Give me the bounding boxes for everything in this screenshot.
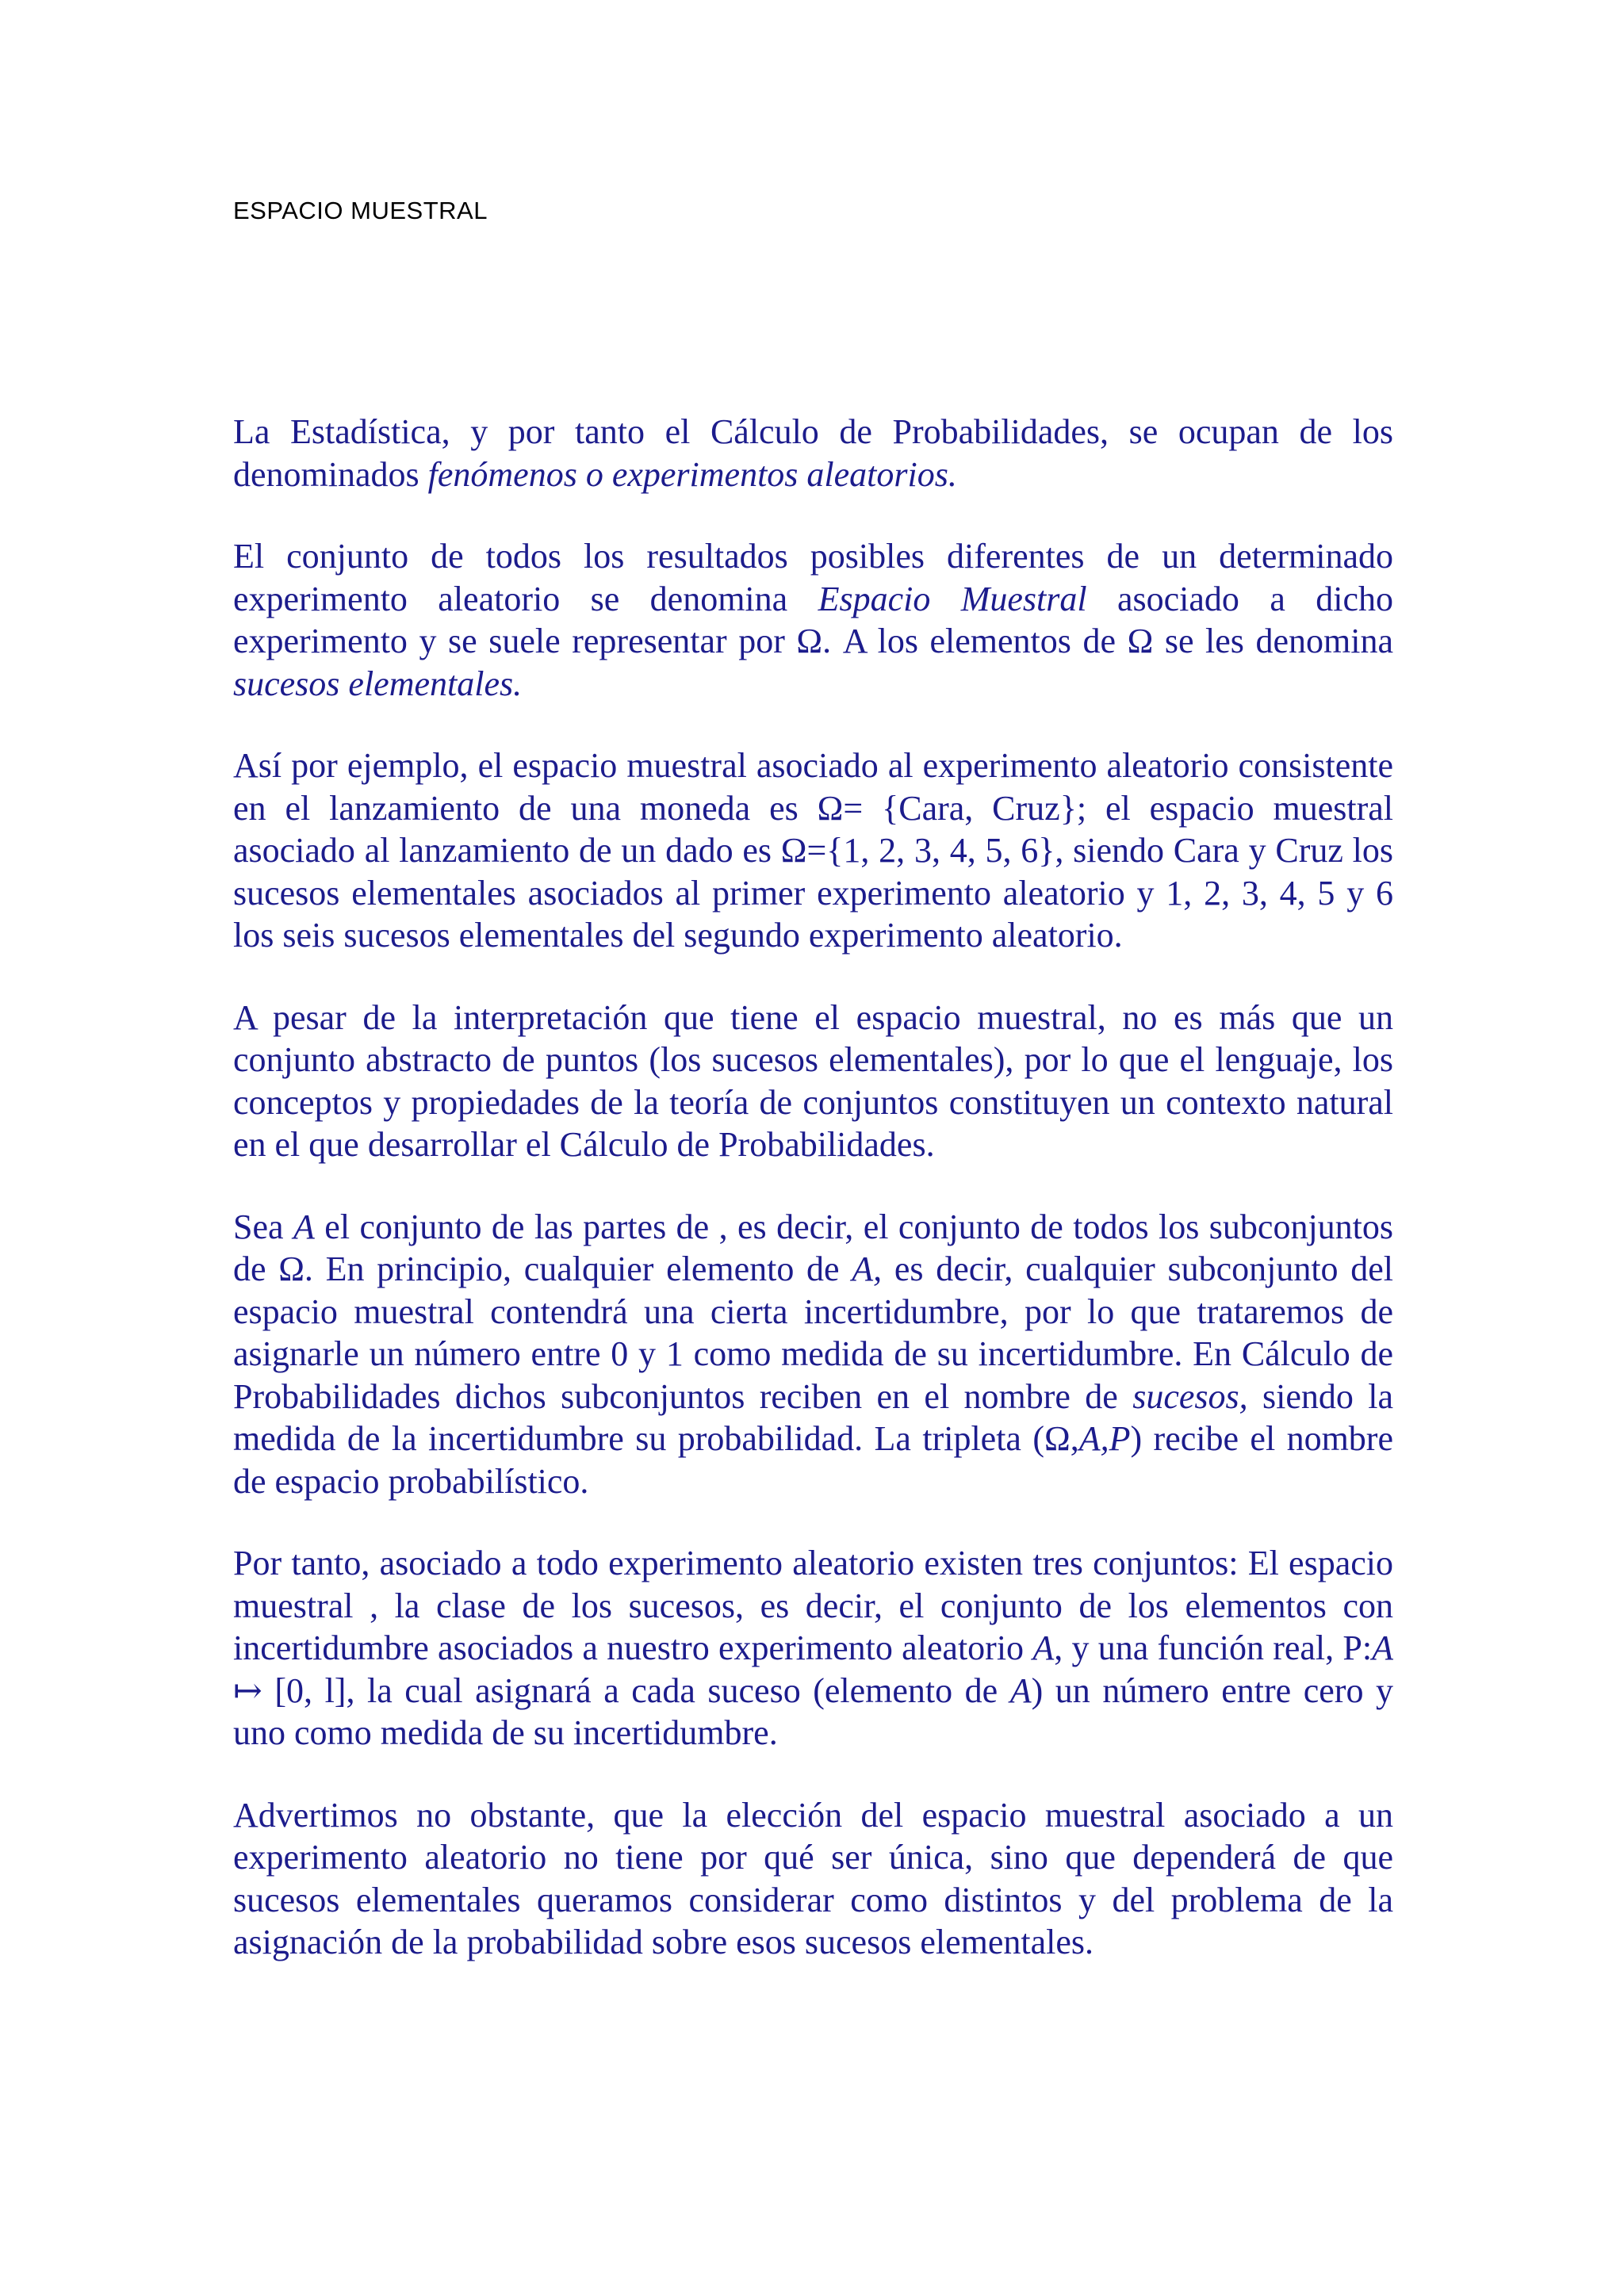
paragraph-4-text: A pesar de la interpretación que tiene el espacio muestral, no es más que un conjunto abstracto de puntos (los sucesos elementales), por lo que el lenguaje, los conceptos y propiedades de la teoría de conjuntos constituyen un contexto natural en el que desarrollar el Cálculo de Probabilidades. xyxy=(233,997,1393,1164)
paragraph-2-text-a: El conjunto de todos los resultados posibles diferentes de un determinado experimento aleatorio se denomina xyxy=(233,537,1393,618)
paragraph-7-text: Advertimos no obstante, que la elección del espacio muestral asociado a un experimento aleatorio no tiene por qué ser única, sino que dependerá de que sucesos elementales queramos considerar como distintos y del problema de la asignación de la probabilidad sobre esos sucesos elementales. xyxy=(233,1795,1393,1961)
document-body xyxy=(233,411,1393,1964)
paragraph-6 xyxy=(233,1542,1393,1755)
paragraph-2 xyxy=(233,535,1393,705)
paragraph-7 xyxy=(233,1794,1393,1964)
paragraph-1-text: La Estadística, y por tanto el Cálculo de Probabilidades, se ocupan de los denominados xyxy=(233,412,1393,494)
paragraph-6-text-a: Por tanto, asociado a todo experimento aleatorio existen tres conjuntos: El espacio muestral , la clase de los sucesos, es decir, el conjunto de los elementos con incertidumbre asociados a nuestro experimento aleatorio xyxy=(233,1544,1393,1667)
paragraph-6-text-d: ) un número entre cero y uno como medida de su incertidumbre. xyxy=(233,1670,1393,1752)
paragraph-5-text-e: ) recibe el nombre de espacio probabilístico. xyxy=(233,1419,1393,1501)
paragraph-5-text-a: Sea xyxy=(233,1207,293,1246)
paragraph-3-text: Así por ejemplo, el espacio muestral asociado al experimento aleatorio consistente en el lanzamiento de una moneda es Ω= {Cara, Cruz}; el espacio muestral asociado al lanzamiento de un dado es Ω={1, 2, 3, 4, 5, 6}, siendo Cara y Cruz los sucesos elementales asociados al primer experimento aleatorio y 1, 2, 3, 4, 5 y 6 los seis sucesos elementales del segundo experimento aleatorio. xyxy=(233,746,1393,955)
paragraph-5-emphasis-c: sucesos, xyxy=(1132,1376,1248,1416)
page-header: ESPACIO MUESTRAL xyxy=(233,197,488,224)
paragraph-6-emphasis-c: A xyxy=(1009,1670,1032,1710)
paragraph-5-text-c: es decir, cualquier subconjunto del espacio muestral contendrá una cierta incertidumbre, por lo que trataremos de asignarle un número entre 0 y 1 como medida de su incertidumbre. En Cálculo de Probabilidades dichos subconjuntos reciben en el nombre de xyxy=(233,1249,1393,1416)
paragraph-1-emphasis: fenómenos o experimentos aleatorios. xyxy=(427,454,957,494)
paragraph-5-emphasis-d: A,P xyxy=(1078,1419,1131,1458)
paragraph-5 xyxy=(233,1206,1393,1503)
paragraph-6-text-c: ↦ [0, l], la cual asignará a cada suceso (elemento de xyxy=(233,1670,1010,1710)
paragraph-5-text-d: siendo la medida de la incertidumbre su probabilidad. La tripleta (Ω, xyxy=(233,1376,1393,1458)
paragraph-5-emphasis-b: A, xyxy=(852,1249,883,1288)
paragraph-6-emphasis-b: A xyxy=(1372,1628,1393,1667)
paragraph-6-emphasis-a: A xyxy=(1032,1628,1055,1667)
paragraph-2-emphasis-a: Espacio Muestral xyxy=(818,579,1087,618)
paragraph-5-emphasis-a: A xyxy=(293,1207,315,1246)
paragraph-6-text-b: , y una función real, P: xyxy=(1054,1628,1373,1667)
paragraph-4 xyxy=(233,997,1393,1166)
paragraph-5-text-b: el conjunto de las partes de , es decir, el conjunto de todos los subconjuntos de Ω. En principio, cualquier elemento de xyxy=(233,1207,1394,1288)
paragraph-2-emphasis-b: sucesos elementales. xyxy=(233,664,523,703)
paragraph-1 xyxy=(233,411,1393,496)
paragraph-2-text-b: asociado a dicho experimento y se suele representar por Ω. A los elementos de Ω se les denomina xyxy=(233,579,1393,660)
paragraph-3 xyxy=(233,744,1393,957)
